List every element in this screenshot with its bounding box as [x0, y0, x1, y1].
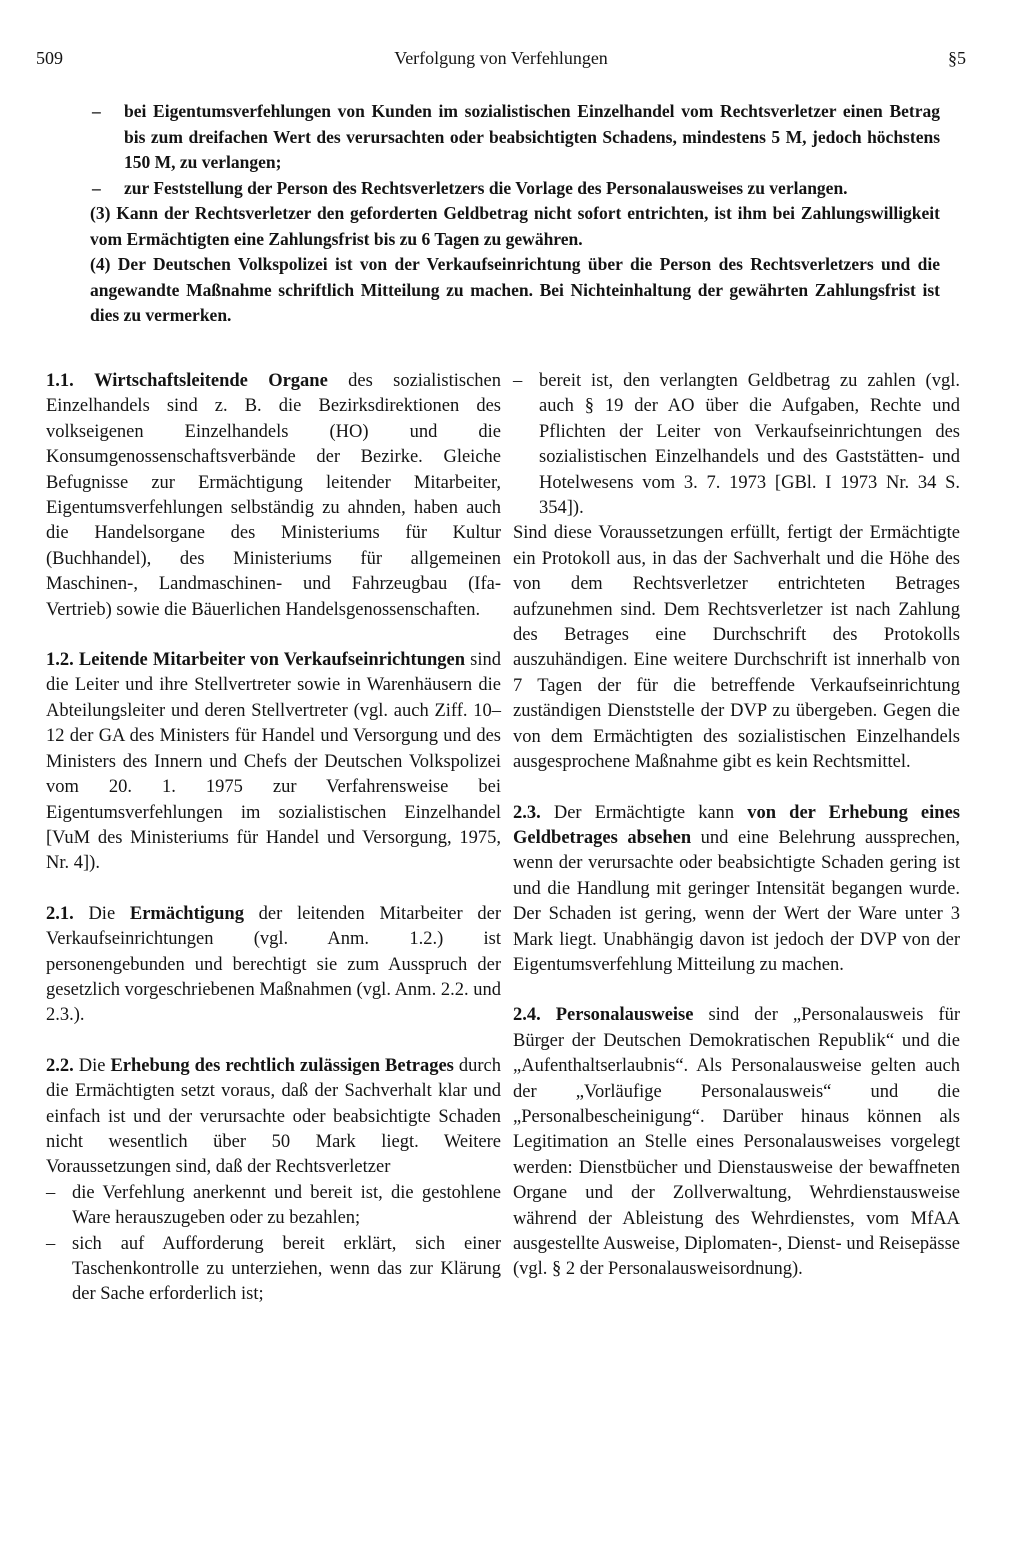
commentary-left-column — [46, 369, 501, 1308]
annotation-2-2-continued: Sind diese Voraussetzungen erfüllt, fertigt der Ermächtigte ein Protokoll aus, in das der Sachverhalt und die Höhe des von dem Rechtsverletzer entrichteten Betrages aufzunehmen sind. Dem Rechtsverletzer ist nach Zahlung des Betrages eine Durchschrift des Protokolls auszuhändigen. Eine weitere Durchschrift ist innerhalb von 7 Tagen der für die betreffende Verkaufseinrichtung zuständigen Dienststelle der DVP zu übergeben. Gegen die von dem Ermächtigten des sozialistischen Einzelhandels ausgesprochene Maßnahme gibt es kein Rechtsmittel. — [513, 523, 960, 773]
annotation-heading: Wirtschaftsleitende Organe — [94, 371, 328, 391]
annotation-number: 2.4. — [513, 1005, 541, 1026]
list-item-text: die Verfehlung anerkennt und bereit ist, die gestohlene Ware herauszugeben oder zu bezahlen; — [72, 1182, 501, 1229]
annotation-text: der leitenden Mitarbeiter der Verkaufseinrichtungen (vgl. Anm. 1.2.) ist personengebunden und berechtigt sie zum Ausspruch der gesetzlich vorgeschriebenen Maßnahmen (vgl. Anm. 2.2. und 2.3.). — [46, 903, 501, 1026]
annotation-text: sind der „Personalausweis für Bürger der Deutschen Demokratischen Republik“ und die „Aufenthaltserlaubnis“. Als Personalausweise gelten auch der „Vorläufige Personalausweis“ und die „Personalbescheinigung“. Darüber hinaus können als Legitimation an Stelle eines Personalausweises vorgelegt werden: Dienstbücher und Dienstausweise der bewaffneten Organe und der Zollverwaltung, Wehrdienstausweise während der Ableistung des Wehrdienstes, vom MfAA ausgestellte Ausweise, Diplomaten-, Dienst- und Reisepässe (vgl. § 2 der Personalausweisordnung). — [513, 1005, 960, 1280]
dash-bullet: – — [46, 1233, 56, 1254]
statute-paragraph-3: (3) Kann der Rechtsverletzer den geforderten Geldbetrag nicht sofort entrichten, ist ihm bei Zahlungswilligkeit vom Ermächtigten eine Zahlungsfrist bis zu 6 Tagen zu gewähren. — [90, 203, 940, 249]
annotation-text: sind die Leiter und ihre Stellvertreter sowie in Warenhäusern die Abteilungsleiter und deren Stellvertreter (vgl. auch Ziff. 10–12 der GA des Ministers für Handel und Versorgung und des Ministers des Innern und Chefs der Deutschen Volkspolizei vom 20. 1. 1975 zur Verfahrensweise bei Eigentumsverfehlungen im sozialistischen Einzelhandel [VuM des Ministeriums für Handel und Versorgung, 1975, Nr. 4]). — [46, 650, 502, 874]
annotation-text: Die — [73, 1055, 111, 1076]
list-item — [46, 1232, 501, 1308]
dash-bullet: – — [92, 101, 101, 121]
annotation-text: und eine Belehrung aussprechen, wenn der verursachte oder beabsichtigte Schaden gering ist und die Handlung mit geringer Intensität begangen wurde. Der Schaden ist gering, wenn der Wert der Ware unter 3 Mark liegt. Unabhängig davon ist jedoch der DVP von der Eigentumsverfehlung Mitteilung zu machen. — [513, 827, 960, 975]
statute-dash-text: zur Feststellung der Person des Rechtsverletzers die Vorlage des Personalausweises zu verlangen. — [124, 177, 848, 198]
annotation-2-4 — [513, 1003, 960, 1282]
annotation-number: 2.2. — [46, 1055, 74, 1076]
list-item-text: sich auf Aufforderung bereit erklärt, sich einer Taschenkontrolle zu unterziehen, wenn das zur Klärung der Sache erforderlich ist; — [72, 1233, 501, 1305]
statute-paragraph-4: (4) Der Deutschen Volkspolizei ist von der Verkaufseinrichtung über die Person des Rechtsverletzers und die angewandte Maßnahme schriftlich Mitteilung zu machen. Bei Nichteinhaltung der gewährten Zahlungsfrist ist dies zu vermerken. — [90, 254, 940, 325]
annotation-number: 2.1. — [46, 903, 74, 924]
annotation-number: 1.1. — [46, 371, 74, 391]
statute-text — [90, 99, 940, 329]
annotation-text: Der Ermächtigte kann — [540, 802, 748, 823]
statute-dash-text: bei Eigentumsverfehlungen von Kunden im sozialistischen Einzelhandel vom Rechtsverletzer einen Betrag bis zum dreifachen Wert des verursachten oder beabsichtigten Schadens, mindestens 5 M, jedoch höchstens 150 M, zu verlangen; — [124, 101, 940, 172]
running-header — [36, 48, 966, 72]
annotation-1-2 — [46, 648, 501, 877]
annotation-text: Die — [73, 903, 130, 924]
annotation-number: 2.3. — [513, 802, 541, 823]
annotation-heading: Erhebung des rechtlich zulässigen Betrages — [110, 1055, 454, 1076]
dash-bullet: – — [46, 1182, 56, 1203]
page-number: 509 — [36, 48, 63, 68]
annotation-2-3 — [513, 801, 960, 979]
annotation-heading: Leitende Mitarbeiter von Verkaufseinrichtungen — [78, 650, 466, 671]
dash-bullet: – — [92, 177, 101, 198]
statute-dash-item — [90, 176, 940, 202]
section-marker: §5 — [948, 48, 966, 68]
dash-bullet: – — [513, 371, 523, 391]
annotation-2-2 — [46, 1054, 501, 1181]
annotation-text: durch die Ermächtigten setzt voraus, daß der Sachverhalt klar und einfach ist und der verursachte oder beabsichtigte Schaden nicht wesentlich über 50 Mark liegt. Weitere Voraussetzungen sind, daß der Rechtsverletzer — [46, 1055, 501, 1178]
list-item-text: bereit ist, den verlangten Geldbetrag zu zahlen (vgl. auch § 19 der AO über die Aufgaben, Rechte und Pflichten der Leiter von Verkaufseinrichtungen des sozialistischen Einzelhandels und des Gaststätten- und Hotelwesens vom 3. 7. 1973 [GBl. I 1973 Nr. 34 S. 354]). — [539, 371, 960, 519]
running-title: Verfolgung von Verfehlungen — [394, 48, 608, 68]
annotation-number: 1.2. — [46, 650, 74, 671]
annotation-heading: von der Erhebung eines Geldbetrages absehen — [513, 802, 960, 848]
annotation-text: des sozialistischen Einzelhandels sind z. B. die Bezirksdirektionen des volkseigenen Einzelhandels (HO) und die Konsumgenossenschaftsverbände der Bezirke. Gleiche Befugnisse zur Ermächtigung leitender Mitarbeiter, Eigentumsverfehlungen selbständig zu ahnden, haben auch die Handelsorgane des Ministeriums für Kultur (Buchhandel), des Ministeriums für allgemeinen Maschinen-, Landmaschinen- und Fahrzeugbau (Ifa-Vertrieb) sowie die Bäuerlichen Handelsgenossenschaften. — [46, 371, 502, 620]
list-item — [513, 369, 960, 521]
annotation-heading: Ermächtigung — [129, 903, 244, 924]
annotation-1-1 — [46, 369, 501, 623]
commentary-right-column — [513, 369, 960, 1283]
list-item — [46, 1181, 501, 1232]
annotation-heading: Personalausweise — [555, 1005, 694, 1026]
annotation-2-1 — [46, 902, 501, 1029]
statute-dash-item — [90, 99, 940, 176]
